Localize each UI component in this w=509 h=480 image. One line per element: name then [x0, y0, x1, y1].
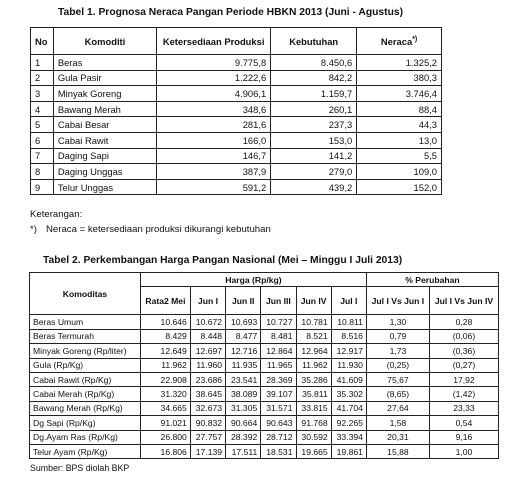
table2-cell-harga: 31.320: [141, 387, 191, 401]
table2-cell-harga: 90.664: [226, 416, 261, 430]
table2-cell-perubahan: 27,64: [366, 401, 429, 415]
table1-header-neraca: [357, 28, 442, 55]
table2-cell-harga: 41.609: [331, 372, 366, 386]
table1-cell-kebutuhan: 8.450,6: [271, 55, 357, 71]
table1-header-ketersediaan: Ketersediaan Produksi: [157, 28, 271, 55]
table2-cell-perubahan: (1,42): [429, 387, 498, 401]
table2-cell-perubahan: (0,27): [429, 358, 498, 372]
table2-cell-harga: 8.481: [261, 329, 296, 343]
table2-cell-harga: 32.673: [190, 401, 225, 415]
table2-cell-harga: 28.369: [261, 372, 296, 386]
table1-cell-no: 4: [31, 101, 54, 117]
table1-header-no: No: [31, 28, 54, 55]
table2-cell-harga: 35.811: [296, 387, 331, 401]
table2-cell-harga: 18.531: [261, 444, 296, 458]
table2-cell-perubahan: 15,88: [366, 444, 429, 458]
table2-cell-harga: 23.541: [226, 372, 261, 386]
table2-cell-harga: 11.930: [331, 358, 366, 372]
table1-cell-komoditi: Beras: [53, 55, 156, 71]
table2-col-header: Jun IV: [296, 287, 331, 315]
table1-cell-komoditi: Bawang Merah: [53, 101, 156, 117]
table1-cell-komoditi: Cabai Besar: [53, 117, 156, 133]
notes-mark: *): [30, 224, 37, 235]
table1-cell-neraca: 1.325,2: [357, 55, 442, 71]
table2-cell-perubahan: 1,73: [366, 344, 429, 358]
table2-cell-harga: 10.781: [296, 315, 331, 329]
table2-cell-perubahan: (0,36): [429, 344, 498, 358]
table1-cell-komoditi: Minyak Goreng: [53, 86, 156, 102]
table2-cell-harga: 34.665: [141, 401, 191, 415]
table2-cell-komoditas: Bawang Merah (Rp/Kg): [30, 401, 141, 415]
table1-cell-no: 2: [31, 70, 54, 86]
table2-row: [30, 372, 499, 386]
table1-title: Tabel 1. Prognosa Neraca Pangan Periode HBKN 2013 (Juni - Agustus): [58, 7, 404, 18]
table2-cell-harga: 30.592: [296, 430, 331, 444]
table2-cell-harga: 26.800: [141, 430, 191, 444]
table1-cell-kebutuhan: 279,0: [271, 164, 357, 180]
table1-cell-neraca: 3.746,4: [357, 86, 442, 102]
table1-row: [31, 117, 442, 133]
table2-header-perubahan: % Perubahan: [366, 273, 498, 287]
notes-text: Neraca = ketersediaan produksi dikurangi kebutuhan: [46, 224, 271, 235]
table2-cell-harga: 12.649: [141, 344, 191, 358]
table1-row: [31, 86, 442, 102]
table2-cell-harga: 22.908: [141, 372, 191, 386]
table2-cell-komoditas: Gula (Rp/Kg): [30, 358, 141, 372]
table2-cell-perubahan: (8,65): [366, 387, 429, 401]
table1-cell-komoditi: Cabai Rawit: [53, 132, 156, 148]
notes-heading: Keterangan:: [30, 209, 83, 220]
table2-cell-perubahan: 1,58: [366, 416, 429, 430]
table1-cell-komoditi: Daging Unggas: [53, 164, 156, 180]
table2-cell-harga: 17.511: [226, 444, 261, 458]
table2-cell-harga: 12.697: [190, 344, 225, 358]
table2-cell-harga: 10.811: [331, 315, 366, 329]
table2-cell-harga: 12.917: [331, 344, 366, 358]
table2-cell-harga: 16.806: [141, 444, 191, 458]
table1-cell-ketersediaan: 387,9: [157, 164, 271, 180]
table1-row: [31, 101, 442, 117]
table2-cell-komoditas: Dg.Ayam Ras (Rp/Kg): [30, 430, 141, 444]
table2-col-header: Jun I: [190, 287, 225, 315]
table2-cell-harga: 41.704: [331, 401, 366, 415]
table2-cell-harga: 12.716: [226, 344, 261, 358]
table2-cell-perubahan: (0,25): [366, 358, 429, 372]
table2-cell-harga: 8.429: [141, 329, 191, 343]
table2-cell-harga: 12.864: [261, 344, 296, 358]
table1-cell-no: 3: [31, 86, 54, 102]
table2-cell-komoditas: Minyak Goreng (Rp/liter): [30, 344, 141, 358]
table2-cell-komoditas: Beras Umum: [30, 315, 141, 329]
table1-header-row: [31, 28, 442, 55]
table1-row: [31, 164, 442, 180]
table2-header-komoditas: Komoditas: [30, 273, 141, 315]
table2-cell-harga: 31.305: [226, 401, 261, 415]
table2-cell-harga: 38.645: [190, 387, 225, 401]
table2-col-header: Jul I: [331, 287, 366, 315]
table1-header-kebutuhan: Kebutuhan: [271, 28, 357, 55]
table1-cell-neraca: 13,0: [357, 132, 442, 148]
table1-header-komoditi: Komoditi: [53, 28, 156, 55]
table2-cell-harga: 91.768: [296, 416, 331, 430]
table2-cell-harga: 28.712: [261, 430, 296, 444]
table2-row: [30, 416, 499, 430]
table2-row: [30, 401, 499, 415]
table1-cell-ketersediaan: 4.906,1: [157, 86, 271, 102]
table2-cell-harga: 90.643: [261, 416, 296, 430]
table1-cell-komoditi: Telur Unggas: [53, 179, 156, 195]
table2-header-row-1: [30, 273, 499, 287]
table2-cell-harga: 19.861: [331, 444, 366, 458]
table1-cell-ketersediaan: 146,7: [157, 148, 271, 164]
table1-cell-ketersediaan: 9.775,8: [157, 55, 271, 71]
table1-cell-komoditi: Gula Pasir: [53, 70, 156, 86]
table2-cell-harga: 12.964: [296, 344, 331, 358]
table2-cell-harga: 35.302: [331, 387, 366, 401]
table2-cell-perubahan: (0,06): [429, 329, 498, 343]
table2-cell-harga: 35.286: [296, 372, 331, 386]
table2-cell-harga: 10.646: [141, 315, 191, 329]
neraca-pangan-table: [30, 27, 442, 195]
table1-cell-neraca: 152,0: [357, 179, 442, 195]
table1-cell-no: 6: [31, 132, 54, 148]
table1-cell-ketersediaan: 281,6: [157, 117, 271, 133]
table1-cell-no: 7: [31, 148, 54, 164]
table2-cell-harga: 10.693: [226, 315, 261, 329]
neraca-label: Neraca: [380, 36, 413, 48]
table2-row: [30, 329, 499, 343]
table2-row: [30, 430, 499, 444]
table2-cell-harga: 39.107: [261, 387, 296, 401]
table1-cell-komoditi: Daging Sapi: [53, 148, 156, 164]
table2-cell-perubahan: 23,33: [429, 401, 498, 415]
table2-col-header: Rata2 Mei: [141, 287, 191, 315]
table2-cell-perubahan: 20,31: [366, 430, 429, 444]
table2-cell-harga: 90.832: [190, 416, 225, 430]
table2-cell-harga: 11.962: [141, 358, 191, 372]
table2-cell-perubahan: 0,79: [366, 329, 429, 343]
table1-cell-ketersediaan: 348,6: [157, 101, 271, 117]
table2-cell-harga: 23.686: [190, 372, 225, 386]
neraca-footnote-mark: *): [412, 36, 418, 44]
table2-row: [30, 444, 499, 458]
table1-cell-kebutuhan: 153,0: [271, 132, 357, 148]
table2-cell-harga: 31.571: [261, 401, 296, 415]
table2-cell-harga: 19.665: [296, 444, 331, 458]
table2-cell-perubahan: 1,00: [429, 444, 498, 458]
notes-line: [30, 224, 271, 235]
table2-row: [30, 387, 499, 401]
table2-row: [30, 315, 499, 329]
table2-cell-perubahan: 75,67: [366, 372, 429, 386]
table1-cell-neraca: 5,5: [357, 148, 442, 164]
table2-cell-harga: 8.516: [331, 329, 366, 343]
table2-cell-harga: 33.394: [331, 430, 366, 444]
table2-row: [30, 358, 499, 372]
table2-header-harga: Harga (Rp/kg): [141, 273, 367, 287]
table1-cell-kebutuhan: 237,3: [271, 117, 357, 133]
table2-cell-perubahan: 0,28: [429, 315, 498, 329]
table2-row: [30, 344, 499, 358]
table1-cell-kebutuhan: 260,1: [271, 101, 357, 117]
table2-cell-perubahan: 9,16: [429, 430, 498, 444]
table1-row: [31, 70, 442, 86]
table2-cell-komoditas: Cabai Rawit (Rp/Kg): [30, 372, 141, 386]
table2-cell-harga: 33.815: [296, 401, 331, 415]
table1-cell-ketersediaan: 1.222,6: [157, 70, 271, 86]
table2-cell-harga: 11.960: [190, 358, 225, 372]
table2-cell-komoditas: Cabai Merah (Rp/Kg): [30, 387, 141, 401]
table1-cell-no: 5: [31, 117, 54, 133]
table2-cell-harga: 8.521: [296, 329, 331, 343]
table2-title: Tabel 2. Perkembangan Harga Pangan Nasional (Mei – Minggu I Juli 2013): [43, 255, 403, 266]
table1-cell-no: 1: [31, 55, 54, 71]
table1-cell-kebutuhan: 439,2: [271, 179, 357, 195]
table2-cell-harga: 10.672: [190, 315, 225, 329]
table2-cell-harga: 17.139: [190, 444, 225, 458]
table1-row: [31, 148, 442, 164]
table2-col-header: Jul I Vs Jun IV: [429, 287, 498, 315]
table1-cell-kebutuhan: 842,2: [271, 70, 357, 86]
table1-row: [31, 179, 442, 195]
table1-cell-ketersediaan: 166,0: [157, 132, 271, 148]
table2-cell-harga: 8.477: [226, 329, 261, 343]
table2-cell-harga: 11.935: [226, 358, 261, 372]
table2-cell-komoditas: Dg Sapi (Rp/Kg): [30, 416, 141, 430]
table2-col-header: Jun II: [226, 287, 261, 315]
table1-cell-kebutuhan: 1.159,7: [271, 86, 357, 102]
table1-cell-no: 8: [31, 164, 54, 180]
table2-cell-komoditas: Beras Termurah: [30, 329, 141, 343]
table2-cell-harga: 27.757: [190, 430, 225, 444]
table1-cell-kebutuhan: 141,2: [271, 148, 357, 164]
table1-cell-neraca: 380,3: [357, 70, 442, 86]
table2-cell-harga: 38.089: [226, 387, 261, 401]
table2-cell-harga: 8.448: [190, 329, 225, 343]
table1-row: [31, 132, 442, 148]
table2-cell-harga: 28.392: [226, 430, 261, 444]
harga-pangan-table: [29, 272, 499, 459]
table1-cell-neraca: 88,4: [357, 101, 442, 117]
table2-col-header: Jun III: [261, 287, 296, 315]
table2-cell-perubahan: 0,54: [429, 416, 498, 430]
table2-cell-perubahan: 1,30: [366, 315, 429, 329]
source-note: Sumber: BPS diolah BKP: [30, 463, 130, 473]
table2-col-header: Jul I Vs Jun I: [366, 287, 429, 315]
table2-cell-harga: 11.965: [261, 358, 296, 372]
table2-cell-harga: 10.727: [261, 315, 296, 329]
table2-cell-komoditas: Telur Ayam (Rp/Kg): [30, 444, 141, 458]
table1-cell-neraca: 109,0: [357, 164, 442, 180]
table2-cell-harga: 92.265: [331, 416, 366, 430]
table1-cell-neraca: 44,3: [357, 117, 442, 133]
table1-cell-no: 9: [31, 179, 54, 195]
table2-cell-harga: 11.962: [296, 358, 331, 372]
table1-row: [31, 55, 442, 71]
table2-cell-harga: 91.021: [141, 416, 191, 430]
table1-cell-ketersediaan: 591,2: [157, 179, 271, 195]
table2-cell-perubahan: 17,92: [429, 372, 498, 386]
